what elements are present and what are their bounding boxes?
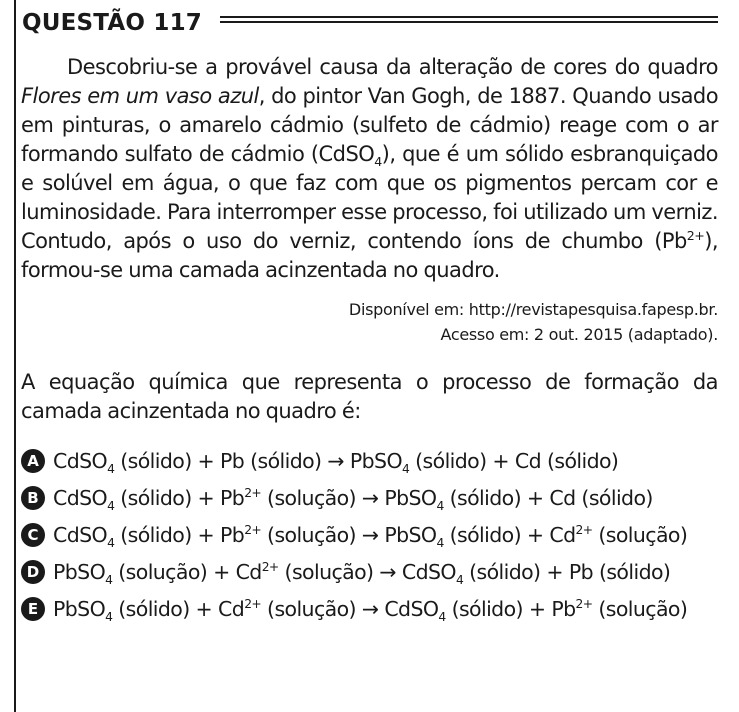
- option-e[interactable]: [21, 590, 718, 627]
- option-letter-badge: C: [21, 523, 45, 547]
- title-double-rule: [220, 16, 718, 25]
- source-access-date: Acesso em: 2 out. 2015 (adaptado).: [440, 325, 718, 344]
- option-letter-badge: A: [21, 449, 45, 473]
- title-rule-line-top: [220, 16, 718, 18]
- left-border-rule: [14, 0, 16, 712]
- question-header: [22, 6, 202, 40]
- option-a[interactable]: [21, 442, 718, 479]
- title-rule-line-bottom: [220, 21, 718, 23]
- subscript: 4: [374, 154, 382, 170]
- statement-text-d: ), formou-se uma camada acinzentada no quadro.: [21, 229, 718, 282]
- option-letter-badge: B: [21, 486, 45, 510]
- option-b[interactable]: [21, 479, 718, 516]
- option-equation: PbSO$_4$ (sólido) + $Cd^{2+}$ (solução) → CdSO$_4$ (sólido) + $Pb^{2+}$ (solução): [53, 596, 688, 624]
- question-prompt: A equação química que representa o processo de formação da camada acinzentada no quadro é:: [21, 370, 718, 423]
- option-c[interactable]: [21, 516, 718, 553]
- question-statement: [21, 53, 718, 285]
- option-letter-badge: E: [21, 597, 45, 621]
- option-equation: CdSO$_4$ (sólido) + Pb (sólido) → PbSO$_4$ (sólido) + Cd (sólido): [53, 448, 619, 476]
- source-url: Disponível em: http://revistapesquisa.fapesp.br.: [348, 300, 718, 319]
- option-d[interactable]: [21, 553, 718, 590]
- source-citation: [21, 297, 718, 347]
- question-content: [21, 53, 718, 627]
- answer-options: [21, 442, 718, 627]
- question-title: QUESTÃO 117: [22, 10, 202, 36]
- statement-text-c: ), que é um sólido esbranquiçado e solúvel em água, o que faz com que os pigmentos percam cor e luminosidade. Para interromper esse processo, foi utilizado um verniz. Contudo, após o uso do verniz, contendo íons de chumbo (Pb: [21, 142, 718, 253]
- painting-title: Flores em um vaso azul: [21, 84, 259, 108]
- option-letter-badge: D: [21, 560, 45, 584]
- option-equation: PbSO$_4$ (solução) + $Cd^{2+}$ (solução) → CdSO$_4$ (sólido) + Pb (sólido): [53, 559, 671, 587]
- statement-text-b: , do pintor Van Gogh, de 1887. Quando usado em pinturas, o amarelo cádmio (sulfeto de cádmio) reage com o ar formando sulfato de cádmio (CdSO: [21, 84, 718, 166]
- option-equation: CdSO$_4$ (sólido) + $Pb^{2+}$ (solução) → PbSO$_4$ (sólido) + $Cd^{2+}$ (solução): [53, 522, 688, 550]
- superscript: 2+: [686, 228, 705, 243]
- statement-text-a: Descobriu-se a provável causa da alteração de cores do quadro: [67, 55, 718, 79]
- option-equation: CdSO$_4$ (sólido) + $Pb^{2+}$ (solução) → PbSO$_4$ (sólido) + Cd (sólido): [53, 485, 653, 513]
